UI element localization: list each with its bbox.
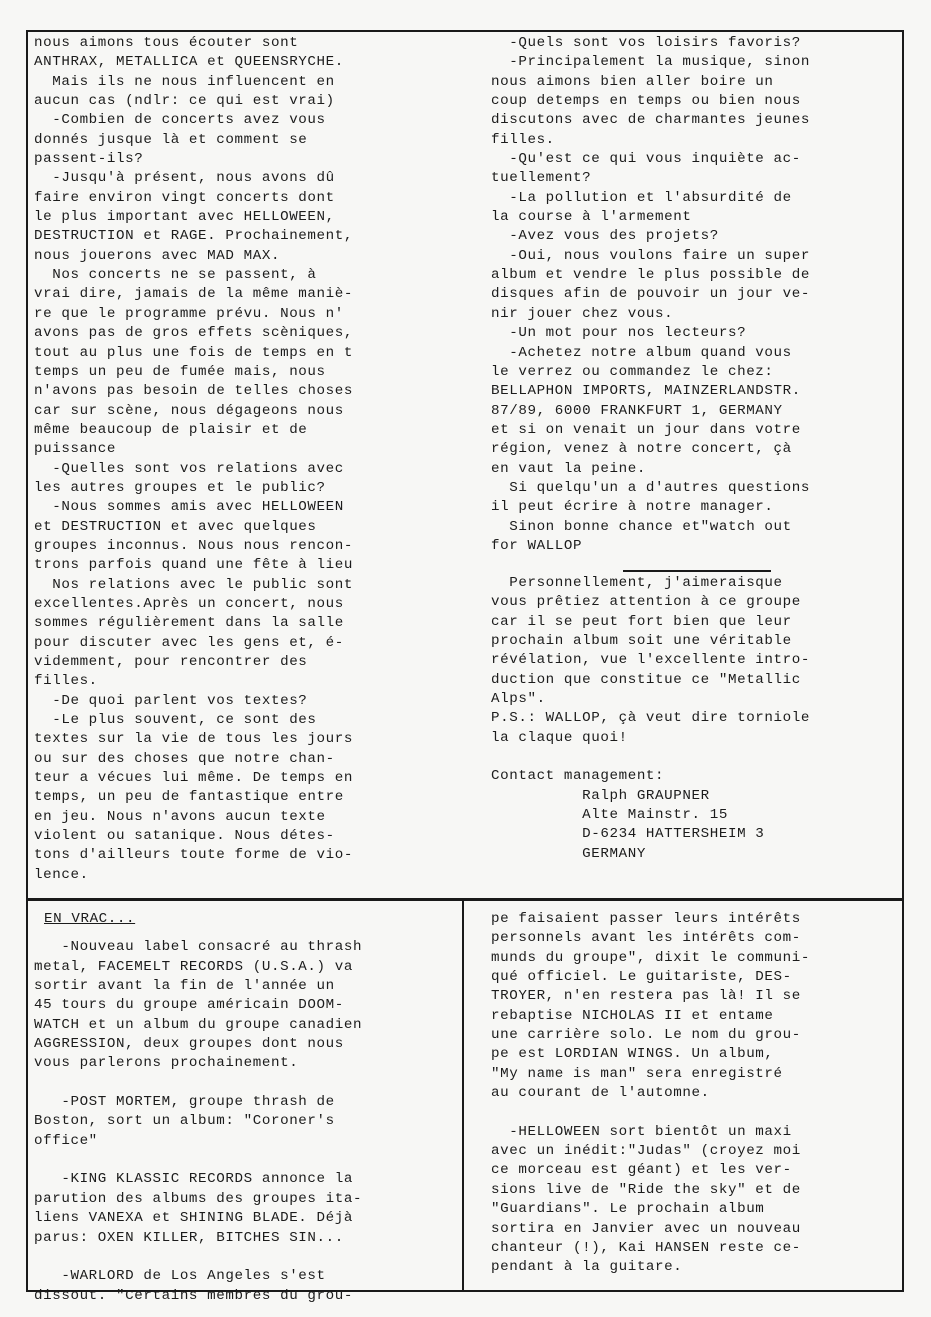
text-line: tons d'ailleurs toute forme de vio- — [34, 847, 353, 864]
text-line: Alte Mainstr. 15 — [491, 807, 728, 824]
text-line: une carrière solo. Le nom du grou- — [491, 1027, 801, 1044]
text-line: pour discuter avec les gens et, é- — [34, 634, 344, 651]
text-line: violent ou satanique. Nous détes- — [34, 828, 335, 845]
text-line: -De quoi parlent vos textes? — [34, 692, 308, 709]
text-line: -Un mot pour nos lecteurs? — [491, 325, 747, 342]
text-line: teur a vécues lui même. De temps en — [34, 770, 353, 787]
text-line: ce morceau est géant) et les ver- — [491, 1162, 792, 1179]
text-line: pe est LORDIAN WINGS. Un album, — [491, 1046, 774, 1063]
text-line: -POST MORTEM, groupe thrash de — [34, 1094, 335, 1111]
text-line: -HELLOWEEN sort bientôt un maxi — [491, 1123, 792, 1140]
text-line: la course à l'armement — [491, 209, 692, 226]
text-line: avec un inédit:"Judas" (croyez moi — [491, 1143, 801, 1160]
text-line: discutons avec de charmantes jeunes — [491, 112, 810, 129]
text-line: Personnellement, j'aimeraisque — [491, 575, 783, 591]
text-line: DESTRUCTION et RAGE. Prochainement, — [34, 228, 353, 245]
text-line: filles. — [34, 673, 98, 690]
text-line: D-6234 HATTERSHEIM 3 — [491, 826, 765, 843]
text-line: donnés jusque là et comment se — [34, 131, 308, 148]
text-line: car il se peut fort bien que leur — [491, 613, 792, 630]
section-heading: EN VRAC... — [44, 911, 136, 927]
text-line — [34, 1248, 458, 1267]
text-line: nir jouer chez vous. — [491, 305, 674, 322]
text-line — [34, 1151, 458, 1170]
text-line: -Achetez notre album quand vous — [491, 344, 792, 361]
text-line: le plus important avec HELLOWEEN, — [34, 209, 335, 226]
text-line: ANTHRAX, METALLICA et QUEENSRYCHE. — [34, 54, 344, 71]
text-line: BELLAPHON IMPORTS, MAINZERLANDSTR. — [491, 383, 801, 400]
text-line: temps, un peu de fantastique entre — [34, 789, 344, 806]
text-line: parus: OXEN KILLER, BITCHES SIN... — [34, 1229, 344, 1246]
text-line: dissout. "Certains membres du grou- — [34, 1287, 353, 1304]
text-line: n'avons pas besoin de telles choses — [34, 383, 353, 400]
text-line: Sinon bonne chance et"watch out — [491, 518, 792, 535]
text-line: et DESTRUCTION et avec quelques — [34, 518, 317, 535]
text-line: Si quelqu'un a d'autres questions — [491, 479, 810, 496]
text-line: munds du groupe", dixit le communi- — [491, 949, 810, 966]
text-line: Mais ils ne nous influencent en — [34, 73, 335, 90]
text-line — [491, 748, 901, 767]
text-line: metal, FACEMELT RECORDS (U.S.A.) va — [34, 958, 353, 975]
separator-rule — [623, 570, 771, 572]
text-line: passent-ils? — [34, 151, 144, 168]
text-line: 45 tours du groupe américain DOOM- — [34, 997, 344, 1014]
text-line: album et vendre le plus possible de — [491, 267, 810, 284]
text-line — [34, 1074, 458, 1093]
text-line: qué officiel. Le guitariste, DES- — [491, 969, 792, 986]
text-line: les autres groupes et le public? — [34, 479, 326, 496]
text-line — [34, 919, 458, 938]
text-line: Boston, sort un album: "Coroner's — [34, 1113, 335, 1130]
text-line: nous aimons bien aller boire un — [491, 73, 774, 90]
text-line: disques afin de pouvoir un jour ve- — [491, 286, 810, 303]
article-column-bottom-right — [491, 910, 901, 1290]
text-line: -Avez vous des projets? — [491, 228, 719, 245]
text-line: faire environ vingt concerts dont — [34, 189, 335, 206]
text-line: excellentes.Après un concert, nous — [34, 595, 344, 612]
text-line: nous jouerons avec MAD MAX. — [34, 247, 281, 264]
text-line: -Le plus souvent, ce sont des — [34, 712, 317, 729]
text-line: la claque quoi! — [491, 729, 628, 746]
text-line: sions live de "Ride the sky" et de — [491, 1181, 801, 1198]
text-line: car sur scène, nous dégageons nous — [34, 402, 344, 419]
text-line: -WARLORD de Los Angeles s'est — [34, 1268, 326, 1285]
text-line: -Jusqu'à présent, nous avons dû — [34, 170, 335, 187]
text-line: GERMANY — [491, 845, 646, 862]
text-line: Contact management: — [491, 768, 665, 785]
text-line: filles. — [491, 131, 555, 148]
text-line: chanteur (!), Kai HANSEN reste ce- — [491, 1239, 801, 1256]
text-line: -Oui, nous voulons faire un super — [491, 247, 810, 264]
text-line: 87/89, 6000 FRANKFURT 1, GERMANY — [491, 402, 783, 419]
text-line: vrai dire, jamais de la même maniè- — [34, 286, 353, 303]
text-line: -Principalement la musique, sinon — [491, 54, 810, 71]
text-line: ou sur des choses que notre chan- — [34, 750, 335, 767]
text-line: -Nouveau label consacré au thrash — [34, 939, 363, 956]
text-line: région, venez à notre concert, çà — [491, 441, 792, 458]
text-line: for WALLOP — [491, 537, 583, 554]
text-line: "My name is man" sera enregistré — [491, 1065, 783, 1082]
text-line: videmment, pour rencontrer des — [34, 654, 308, 670]
text-line: duction que constitue ce "Metallic — [491, 671, 801, 688]
text-line: re que le programme prévu. Nous n' — [34, 305, 344, 322]
article-column-top-right — [491, 34, 901, 564]
text-line: "Guardians". Le prochain album — [491, 1201, 765, 1218]
text-line: trons parfois quand une fête à lieu — [34, 557, 353, 574]
text-line: vous parlerons prochainement. — [34, 1055, 299, 1072]
text-line: pe faisaient passer leurs intérêts — [491, 911, 801, 927]
text-line: liens VANEXA et SHINING BLADE. Déjà — [34, 1210, 353, 1227]
text-line: et si on venait un jour dans votre — [491, 421, 801, 438]
column-divider-bottom — [462, 901, 464, 1292]
text-line: lence. — [34, 866, 89, 883]
text-line: -Quelles sont vos relations avec — [34, 460, 344, 477]
text-line: -Nous sommes amis avec HELLOWEEN — [34, 499, 344, 516]
text-line: même beaucoup de plaisir et de — [34, 421, 308, 438]
article-column-top-left — [34, 34, 462, 894]
text-line: en vaut la peine. — [491, 460, 646, 477]
text-line: puissance — [34, 441, 117, 458]
text-line: coup detemps en temps ou bien nous — [491, 93, 801, 110]
text-line: AGGRESSION, deux groupes dont nous — [34, 1036, 344, 1053]
text-line: sortira en Janvier avec un nouveau — [491, 1220, 801, 1237]
text-line: rebaptise NICHOLAS II et entame — [491, 1007, 774, 1024]
article-column-top-right-lower — [491, 574, 901, 874]
text-line: sommes régulièrement dans la salle — [34, 615, 344, 632]
text-line: au courant de l'automne. — [491, 1085, 710, 1102]
text-line: le verrez ou commandez le chez: — [491, 363, 774, 380]
text-line: nous aimons tous écouter sont — [34, 35, 299, 51]
text-line: TROYER, n'en restera pas là! Il se — [491, 988, 801, 1005]
article-column-bottom-left — [34, 919, 458, 1304]
text-line: il peut écrire à notre manager. — [491, 499, 774, 516]
text-line: P.S.: WALLOP, çà veut dire torniole — [491, 710, 810, 727]
text-line: aucun cas (ndlr: ce qui est vrai) — [34, 93, 335, 110]
text-line: -La pollution et l'absurdité de — [491, 189, 792, 206]
text-line: Alps". — [491, 691, 546, 708]
section-divider — [26, 898, 904, 901]
text-line: -Quels sont vos loisirs favoris? — [491, 35, 801, 51]
text-line: temps un peu de fumée mais, nous — [34, 363, 326, 380]
text-line: textes sur la vie de tous les jours — [34, 731, 353, 748]
text-line: office" — [34, 1132, 98, 1149]
text-line: Ralph GRAUPNER — [491, 787, 710, 804]
text-line: WATCH et un album du groupe canadien — [34, 1016, 363, 1033]
text-line: sortir avant la fin de l'année un — [34, 978, 335, 995]
text-line: Nos concerts ne se passent, à — [34, 267, 317, 284]
text-line: parution des albums des groupes ita- — [34, 1190, 363, 1207]
text-line: -Qu'est ce qui vous inquiète ac- — [491, 151, 801, 168]
text-line: personnels avant les intérêts com- — [491, 930, 801, 947]
text-line: groupes inconnus. Nous nous rencon- — [34, 537, 353, 554]
text-line — [491, 1103, 901, 1122]
text-line: pendant à la guitare. — [491, 1259, 683, 1276]
text-line: en jeu. Nous n'avons aucun texte — [34, 808, 326, 825]
text-line: prochain album soit une véritable — [491, 633, 792, 650]
text-line: révélation, vue l'excellente intro- — [491, 652, 810, 669]
text-line: tuellement? — [491, 170, 592, 187]
text-line: tout au plus une fois de temps en t — [34, 344, 353, 361]
text-line: avons pas de gros effets scèniques, — [34, 325, 353, 342]
text-line: -KING KLASSIC RECORDS annonce la — [34, 1171, 353, 1188]
text-line: vous prêtiez attention à ce groupe — [491, 594, 801, 611]
text-line: -Combien de concerts avez vous — [34, 112, 326, 129]
text-line: Nos relations avec le public sont — [34, 576, 353, 593]
